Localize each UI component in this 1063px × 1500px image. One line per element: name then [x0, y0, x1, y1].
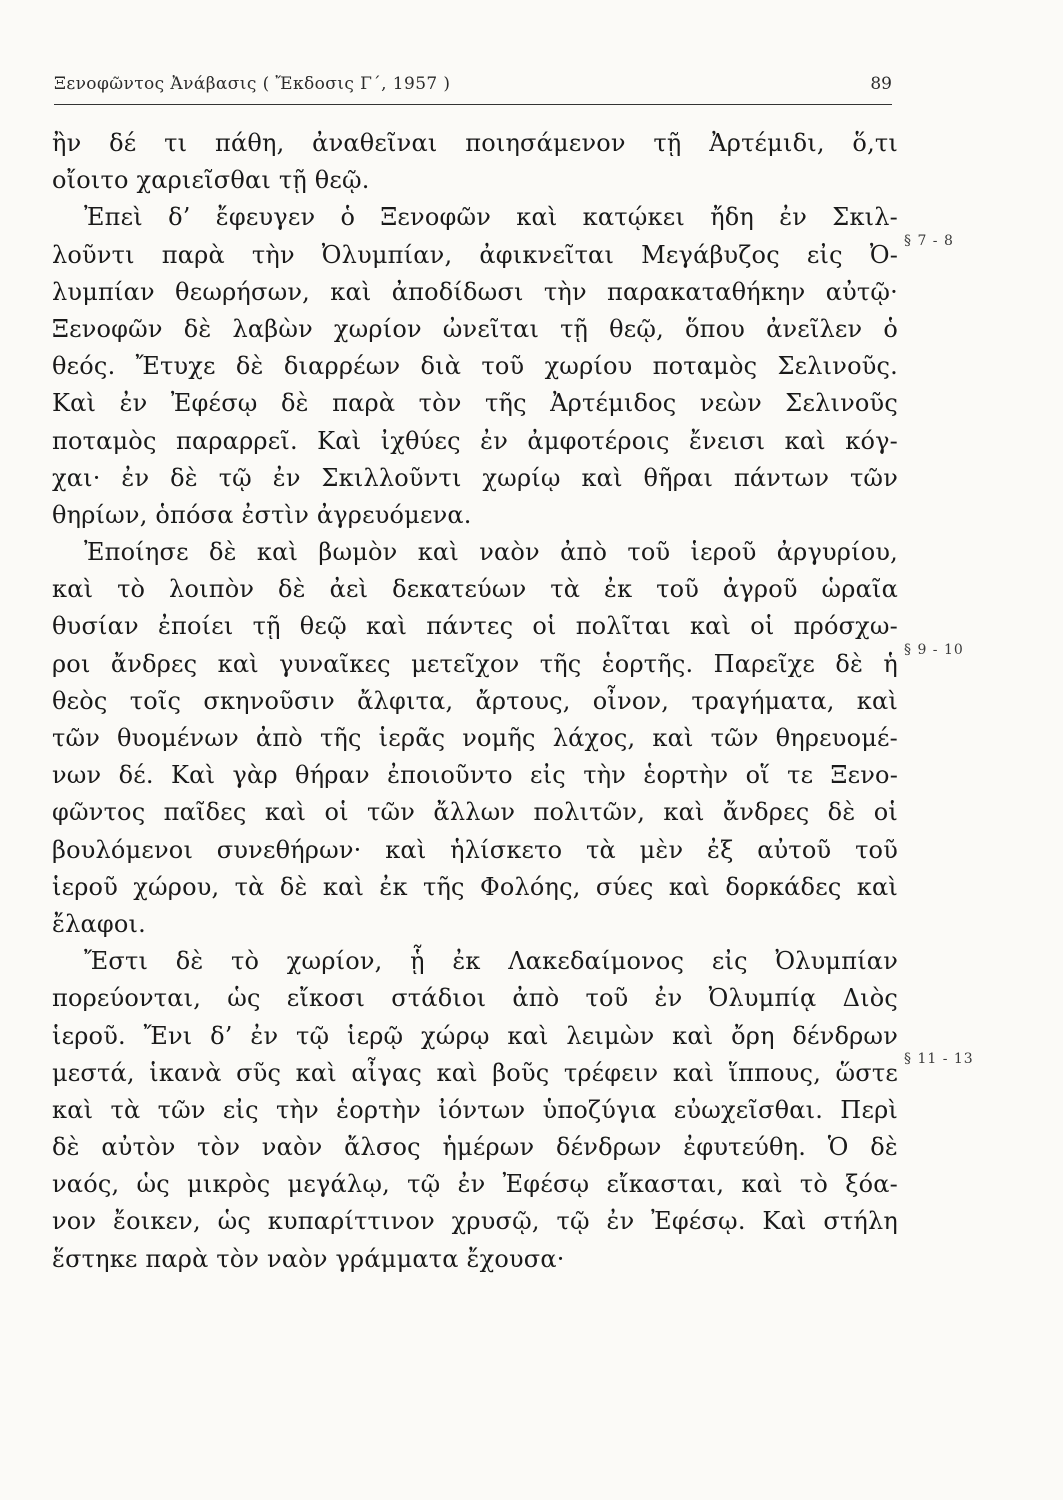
- text-line: νων δέ. Καὶ γὰρ θήραν ἐποιοῦντο εἰς τὴν ἑορτὴν οἵ τε Ξενο-: [52, 761, 898, 790]
- text-line: λυμπίαν θεωρήσων, καὶ ἀποδίδωσι τὴν παρακαταθήκην αὐτῷ·: [52, 277, 898, 306]
- text-line: ἕστηκε παρὰ τὸν ναὸν γράμματα ἔχουσα·: [52, 1244, 565, 1273]
- text-line: θηρίων, ὁπόσα ἐστὶν ἀγρευόμενα.: [52, 500, 472, 529]
- text-line: πορεύονται, ὡς εἴκοσι στάδιοι ἀπὸ τοῦ ἐν Ὀλυμπίᾳ Διὸς: [52, 984, 898, 1013]
- text-line: θυσίαν ἐποίει τῇ θεῷ καὶ πάντες οἱ πολῖται καὶ οἱ πρόσχω-: [52, 612, 898, 641]
- text-line: λοῦντι παρὰ τὴν Ὀλυμπίαν, ἀφικνεῖται Μεγάβυζος εἰς Ὀ-: [52, 240, 898, 269]
- text-line: Καὶ ἐν Ἐφέσῳ δὲ παρὰ τὸν τῆς Ἀρτέμιδος νεὼν Σελινοῦς: [52, 389, 898, 418]
- page-number: 89: [870, 74, 892, 94]
- running-header: [54, 68, 892, 105]
- text-body: [52, 125, 898, 1278]
- text-line: τῶν θυομένων ἀπὸ τῆς ἱερᾶς νομῆς λάχος, καὶ τῶν θηρευομέ-: [52, 724, 898, 752]
- text-line: Ἔστι δὲ τὸ χωρίον, ᾗ ἐκ Λακεδαίμονος εἰς Ὀλυμπίαν: [84, 947, 898, 976]
- text-line: βουλόμενοι συνεθήρων· καὶ ἡλίσκετο τὰ μὲν ἐξ αὐτοῦ τοῦ: [52, 835, 898, 864]
- text-line: φῶντος παῖδες καὶ οἱ τῶν ἄλλων πολιτῶν, καὶ ἄνδρες δὲ οἱ: [52, 798, 898, 827]
- text-line: μεστά, ἱκανὰ σῦς καὶ αἶγας καὶ βοῦς τρέφειν καὶ ἵππους, ὥστε: [52, 1058, 898, 1087]
- text-line: ἱεροῦ χώρου, τὰ δὲ καὶ ἐκ τῆς Φολόης, σύες καὶ δορκάδες καὶ: [52, 872, 898, 901]
- running-title: Ξενοφῶντος Ἀνάβασις ( Ἔκδοσις Γ΄, 1957 ): [54, 74, 451, 94]
- text-line: θεός. Ἔτυχε δὲ διαρρέων διὰ τοῦ χωρίου ποταμὸς Σελινοῦς.: [52, 352, 898, 381]
- text-line: Ἐποίησε δὲ καὶ βωμὸν καὶ ναὸν ἀπὸ τοῦ ἱεροῦ ἀργυρίου,: [84, 538, 898, 567]
- text-line: ροι ἄνδρες καὶ γυναῖκες μετεῖχον τῆς ἑορτῆς. Παρεῖχε δὲ ἡ: [52, 649, 898, 678]
- margin-section-note: § 9 - 10: [904, 642, 964, 658]
- text-line: ἢν δέ τι πάθη, ἀναθεῖναι ποιησάμενον τῇ Ἀρτέμιδι, ὅ,τι: [52, 129, 898, 157]
- margin-section-note: § 7 - 8: [904, 233, 954, 249]
- text-line: Ξενοφῶν δὲ λαβὼν χωρίον ὠνεῖται τῇ θεῷ, ὅπου ἀνεῖλεν ὁ: [52, 314, 898, 343]
- text-line: καὶ τὸ λοιπὸν δὲ ἀεὶ δεκατεύων τὰ ἐκ τοῦ ἀγροῦ ὡραῖα: [52, 575, 898, 604]
- margin-section-note: § 11 - 13: [904, 1051, 974, 1067]
- text-line: χαι· ἐν δὲ τῷ ἐν Σκιλλοῦντι χωρίῳ καὶ θῆραι πάντων τῶν: [52, 463, 898, 492]
- text-line: ἱεροῦ. Ἔνι δ’ ἐν τῷ ἱερῷ χώρῳ καὶ λειμὼν καὶ ὄρη δένδρων: [52, 1021, 898, 1050]
- text-line: ναός, ὡς μικρὸς μεγάλῳ, τῷ ἐν Ἐφέσῳ εἴκασται, καὶ τὸ ξόα-: [52, 1170, 898, 1199]
- text-line: καὶ τὰ τῶν εἰς τὴν ἑορτὴν ἰόντων ὑποζύγια εὐωχεῖσθαι. Περὶ: [52, 1095, 898, 1124]
- text-line: θεὸς τοῖς σκηνοῦσιν ἄλφιτα, ἄρτους, οἶνον, τραγήματα, καὶ: [52, 686, 898, 715]
- text-line: Ἐπεὶ δ’ ἔφευγεν ὁ Ξενοφῶν καὶ κατῴκει ἤδη ἐν Σκιλ-: [84, 203, 898, 232]
- text-line: οἴοιτο χαριεῖσθαι τῇ θεῷ.: [52, 166, 370, 195]
- text-line: νον ἔοικεν, ὡς κυπαρίττινον χρυσῷ, τῷ ἐν Ἐφέσῳ. Καὶ στήλη: [52, 1207, 898, 1236]
- text-line: ἔλαφοι.: [52, 909, 146, 938]
- text-line: δὲ αὐτὸν τὸν ναὸν ἄλσος ἡμέρων δένδρων ἐφυτεύθη. Ὁ δὲ: [52, 1133, 898, 1162]
- text-line: ποταμὸς παραρρεῖ. Καὶ ἰχθύες ἐν ἀμφοτέροις ἔνεισι καὶ κόγ-: [52, 426, 898, 455]
